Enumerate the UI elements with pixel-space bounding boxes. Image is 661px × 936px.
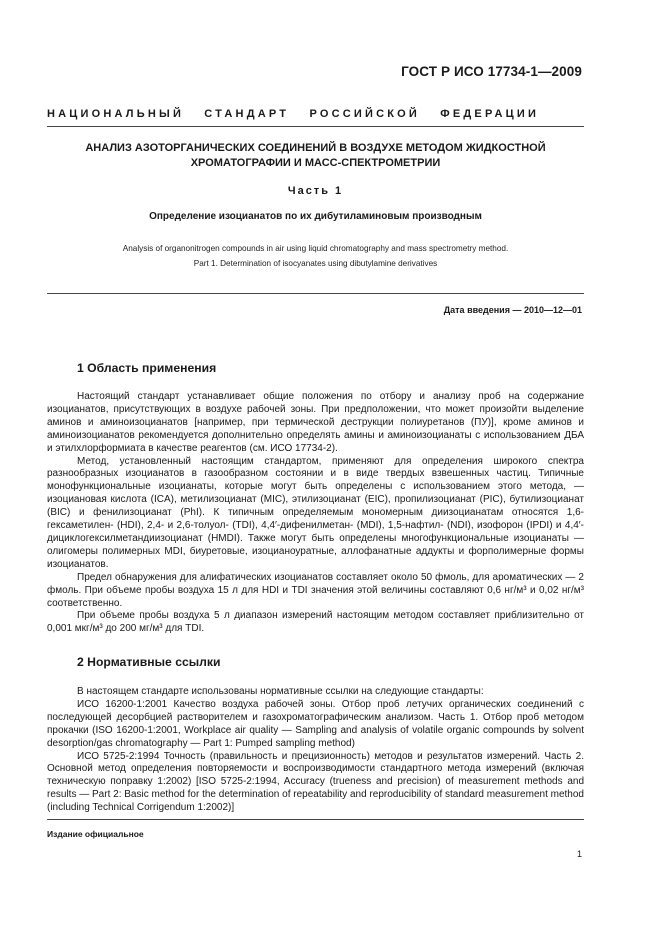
paragraph: В настоящем стандарте использованы нормативные ссылки на следующие стандарты: [77,686,484,697]
paragraph: Настоящий стандарт устанавливает общие положения по отбору и анализу проб на содержание изоцианатов, присутствующих в воздухе рабочей зоны. При предположении, что может произойти выделение аминов и аминоизоцианатов [например, при термической деструкции полиуретанов (ПУ)], кроме аминов и аминоизоцианатов рекомендуется дополнительно определять амины и аминоизоцианаты с использованием ДБА и этилхлорформиата в качестве реагентов (см. ИСО 17734-2). [47,391,584,454]
document-id: ГОСТ Р ИСО 17734-1—2009 [401,64,582,79]
paragraph: ИСО 5725-2:1994 Точность (правильность и прецизионность) методов и результатов измерений. Часть 2. Основной метод определения повторяемости и воспроизводимости стандартного метода измерений (включая техническую поправку 1:2002) [ISO 5725-2:1994, Accuracy (trueness and precision) of measurement methods and results — Part 2: Basic method for the determination of repeatability and reproducibility of standard measurement method (including Technical Corrigendum 1:2002)] [47,750,584,814]
document-title [47,141,584,171]
paragraph: ИСО 16200-1:2001 Качество воздуха рабочей зоны. Отбор проб летучих органических соединений с последующей десорбцией растворителем и газохроматографическим анализом. Часть 1. Отбор проб методом прокачки (ISO 16200-1:2001, Workplace air quality — Sampling and analysis of volatile organic compounds by solvent desorption/gas chromatography — Part 1: Pumped sampling method) [47,698,584,749]
part-label: Часть 1 [287,185,344,197]
page-number: 1 [576,849,582,859]
section-1-body [47,391,584,636]
divider-top [47,126,584,127]
standard-line: НАЦИОНАЛЬНЫЙ СТАНДАРТ РОССИЙСКОЙ ФЕДЕРАЦИИ [47,108,540,120]
english-title [47,241,584,271]
paragraph: Предел обнаружения для алифатических изоцианатов составляет около 50 фмоль, для ароматических — 2 фмоль. При объеме пробы воздуха 15 л для HDI и TDI значения этой величины составляют 0,6 нг/м³ и 0,02 нг/м³ соответственно. [47,571,584,609]
english-title-line-2: Part 1. Determination of isocyanates using dibutylamine derivatives [193,259,438,268]
part-subtitle: Определение изоцианатов по их дибутиламиновым производным [149,211,482,222]
section-2-heading: 2 Нормативные ссылки [77,655,221,669]
divider-footer [47,819,584,820]
section-1-heading: 1 Область применения [77,361,217,375]
english-title-line-1: Analysis of organonitrogen compounds in air using liquid chromatography and mass spectrometry method. [122,244,509,253]
paragraph: Метод, установленный настоящим стандартом, применяют для определения широкого спектра разнообразных изоцианатов в газообразном состоянии и в виде твердых взвешенных частиц. Типичные монофункциональные изоцианаты, которые могут быть определены с использованием этого метода, — изоциановая кислота (ICA), метилизоцианат (MIC), этилизоцианат (EIC), пропилизоцианат (PIC), бутилизоцианат (BIC) и фенилизоцианат (PhI). К типичным определяемым мономерным диизоцианатам относятся 1,6-гексаметилен- (HDI), 2,4- и 2,6-толуол- (TDI), 4,4′-дифенилметан- (MDI), 1,5-нафтил- (NDI), изофорон (IPDI) и 4,4′-дициклогексилметандиизоцианат (HMDI). Также могут быть определены многофункциональные изоцианаты — олигомеры полимерных MDI, биуретовые, изоцианоуратные, аллофанатные аддукты и форполимерные формы изоцианатов. [47,455,584,570]
title-line-2: ХРОМАТОГРАФИИ И МАСС-СПЕКТРОМЕТРИИ [190,157,441,169]
divider-middle [47,293,584,294]
title-line-1: АНАЛИЗ АЗОТОРГАНИЧЕСКИХ СОЕДИНЕНИЙ В ВОЗДУХЕ МЕТОДОМ ЖИДКОСТНОЙ [85,142,546,154]
edition-label: Издание официальное [47,829,144,839]
section-2-body [47,686,584,815]
paragraph: При объеме пробы воздуха 5 л диапазон измерений настоящим методом составляет приблизительно от 0,001 мкг/м³ до 200 мг/м³ для TDI. [47,610,584,635]
introduction-date: Дата введения — 2010—12—01 [443,305,582,315]
